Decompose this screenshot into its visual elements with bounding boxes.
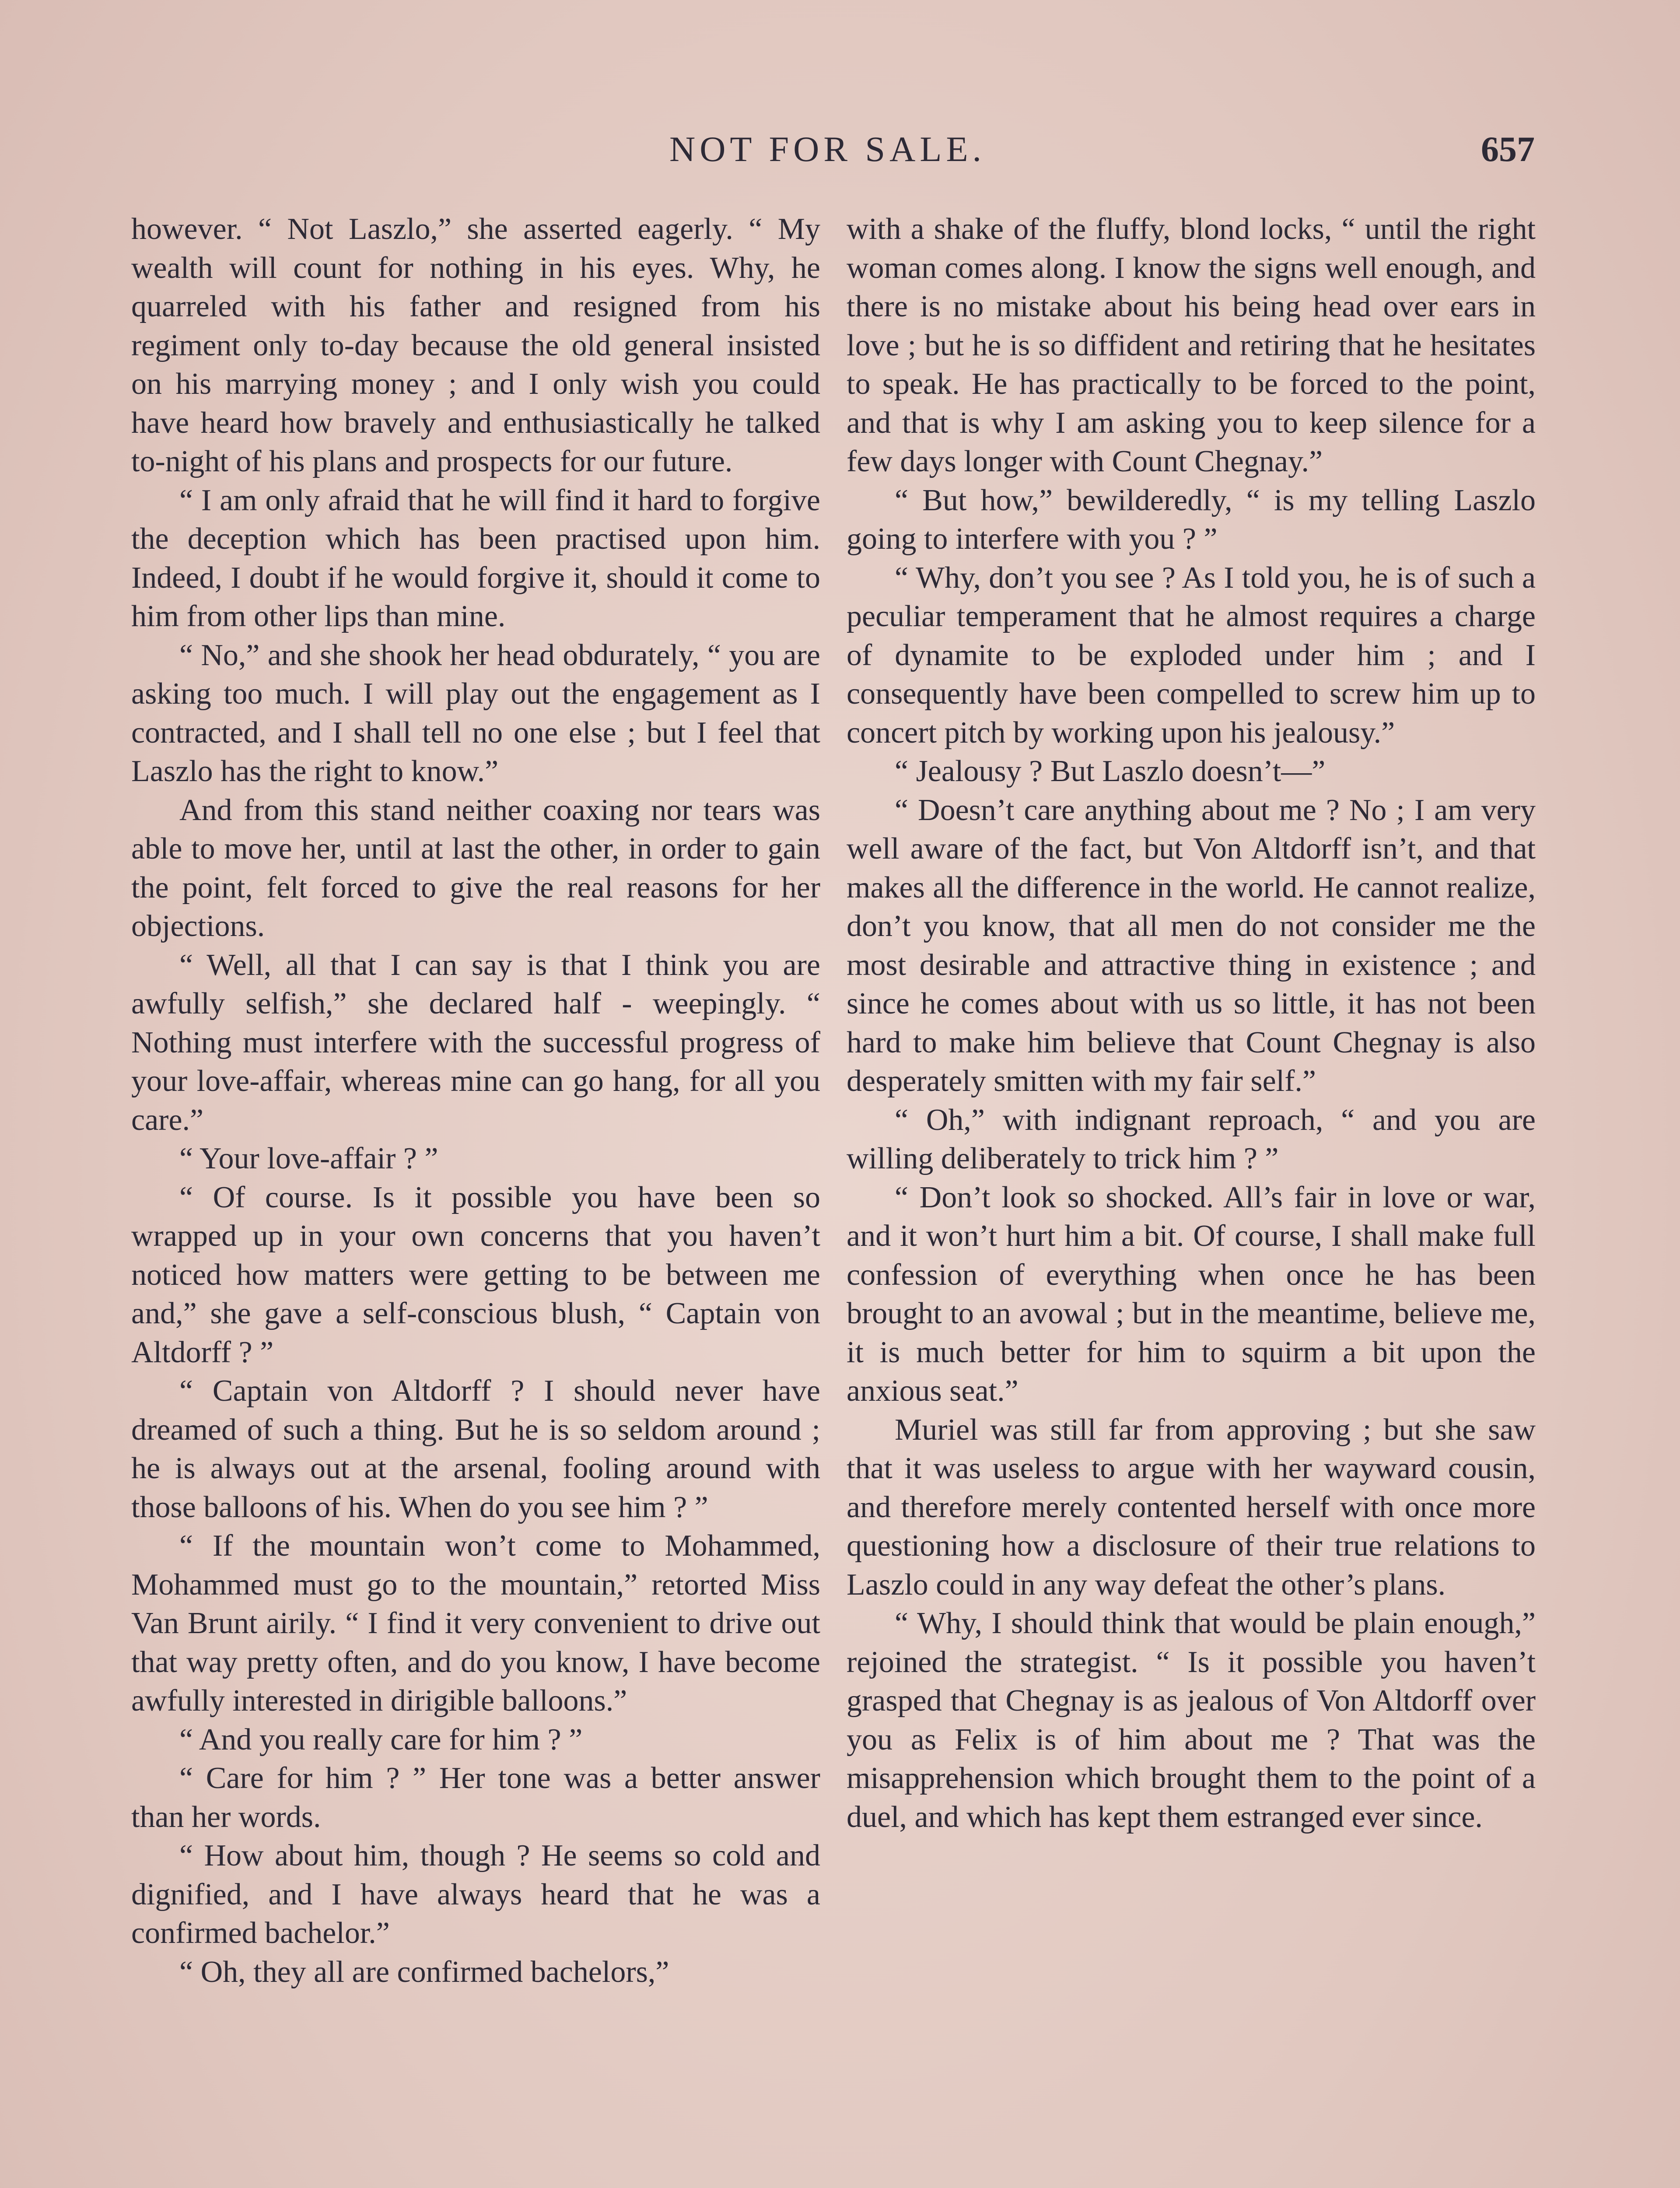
paragraph: “ Care for him ? ” Her tone was a better answer than her words. (131, 1761, 820, 1834)
paragraph: “ Why, I should think that would be plain enough,” rejoined the strategist. “ Is it possible you haven’t grasped that Chegnay is as jealous of Von Altdorff over you as Felix is of him about me ? That was the misapprehension which brought them to the point of a duel, and which has kept them estranged ever since. (847, 1606, 1536, 1834)
paragraph: Muriel was still far from approving ; but she saw that it was useless to argue with her wayward cousin, and therefore merely contented herself with once more questioning how a disclosure of their true relations to Laszlo could in any way defeat the other’s plans. (847, 1413, 1536, 1602)
paragraph: “ Oh,” with indignant reproach, “ and you are willing deliberately to trick him ? ” (847, 1103, 1536, 1175)
paragraph: “ Captain von Altdorff ? I should never have dreamed of such a thing. But he is so seldom around ; he is always out at the arsenal, fooling around with those balloons of his. When do you see him ? ” (131, 1374, 820, 1524)
paragraph: “ Don’t look so shocked. All’s fair in love or war, and it won’t hurt him a bit. Of course, I shall make full confession of everything when once he has been brought to an avowal ; but in the meantime, believe me, it is much better for him to squirm a bit upon the anxious seat.” (847, 1180, 1536, 1408)
paragraph: “ If the mountain won’t come to Mohammed, Mohammed must go to the mountain,” retorted Miss Van Brunt airily. “ I find it very convenient to drive out that way pretty often, and do you know, I have become awfully interested in dirigible balloons.” (131, 1529, 820, 1718)
paragraph: however. “ Not Laszlo,” she asserted eagerly. “ My wealth will count for nothing in his eyes. Why, he quarreled with his father and resigned from his regiment only to-day because the old general insisted on his marrying money ; and I only wish you could have heard how bravely and enthusiastically he talked to-night of his plans and prospects for our future. (131, 212, 820, 478)
paragraph: “ Doesn’t care anything about me ? No ; I am very well aware of the fact, but Von Altdorff isn’t, and that makes all the difference in the world. He cannot realize, don’t you know, that all men do not consider me the most desirable and attractive thing in existence ; and since he comes about with us so little, it has not been hard to make him believe that Count Chegnay is also desperately smitten with my fair self.” (847, 793, 1536, 1098)
running-title: NOT FOR SALE. (669, 129, 986, 169)
paragraph: “ Your love-affair ? ” (179, 1142, 438, 1175)
paragraph: “ But how,” bewilderedly, “ is my telling Laszlo going to interfere with you ? ” (847, 483, 1536, 556)
paragraph: “ Of course. Is it possible you have been so wrapped up in your own concerns that you haven’t noticed how matters were getting to be between me and,” she gave a self-conscious blush, “ Captain von Altdorff ? ” (131, 1180, 820, 1369)
paragraph: “ How about him, though ? He seems so cold and dignified, and I have always heard that he was a confirmed bachelor.” (131, 1839, 820, 1950)
paragraph: “ And you really care for him ? ” (179, 1722, 583, 1757)
paragraph: And from this stand neither coaxing nor tears was able to move her, until at last the other, in order to gain the point, felt forced to give the real reasons for her objections. (131, 793, 820, 943)
page-number: 657 (1481, 129, 1535, 169)
paragraph: with a shake of the fluffy, blond locks, “ until the right woman comes along. I know the signs well enough, and there is no mistake about his being head over ears in love ; but he is so diffident and retiring that he hesitates to speak. He has practically to be forced to the point, and that is why I am asking you to keep silence for a few days longer with Count Chegnay.” (847, 212, 1536, 478)
paragraph: “ Why, don’t you see ? As I told you, he is of such a peculiar temperament that he almost requires a charge of dynamite to be exploded under him ; and I consequently have been compelled to screw him up to concert pitch by working upon his jealousy.” (847, 561, 1536, 750)
paragraph: “ Oh, they all are confirmed bachelors,” (179, 1955, 669, 1989)
paragraph: “ I am only afraid that he will find it hard to forgive the deception which has been practised upon him. Indeed, I doubt if he would forgive it, should it come to him from other lips than mine. (131, 483, 820, 633)
right-column (847, 210, 1536, 1837)
paragraph: “ Jealousy ? But Laszlo doesn’t—” (895, 754, 1326, 788)
paragraph: “ Well, all that I can say is that I think you are awfully selfish,” she declared half - weepingly. “ Nothing must interfere with the successful progress of your love-affair, whereas mine can go hang, for all you care.” (131, 948, 820, 1137)
paragraph: “ No,” and she shook her head obdurately, “ you are asking too much. I will play out the engagement as I contracted, and I shall tell no one else ; but I feel that Laszlo has the right to know.” (131, 638, 820, 788)
left-column (131, 210, 820, 1992)
